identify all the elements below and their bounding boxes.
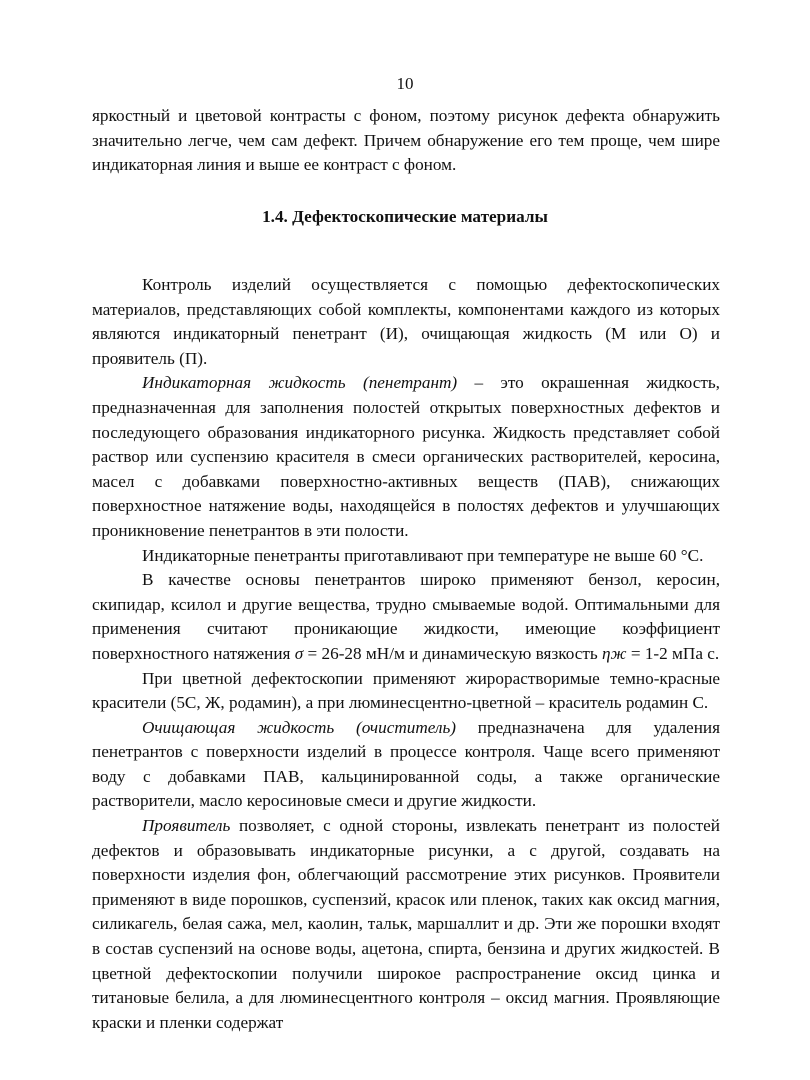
paragraph-cleaner (92, 716, 720, 814)
paragraph-temperature (92, 544, 720, 569)
sigma-symbol: σ (294, 643, 304, 663)
paragraph-base-liquids-text-b: = 26-28 мН/м и динамическую вязкость (303, 643, 603, 663)
paragraph-penetrant-text: – это окрашенная жидкость, предназначенная для заполнения полостей открытых поверхностных дефектов и последующего образования индикаторного рисунка. Жидкость представляет собой раствор или суспензию красителя в смеси органических растворителей, керосина, масел с добавками поверхностно-активных веществ (ПАВ), снижающих поверхностное натяжение воды, находящейся в полостях дефектов и улучшающих проникновение пенетрантов в эти полости. (92, 373, 720, 540)
paragraph-materials (92, 273, 720, 371)
intro-paragraph (92, 104, 720, 178)
paragraph-penetrant (92, 371, 720, 543)
paragraph-materials-text: Контроль изделий осуществляется с помощью дефектоскопических материалов, представляющих собой комплекты, компонентами каждого из которых являются индикаторный пенетрант (И), очищающая жидкость (М или О) и проявитель (П). (92, 275, 720, 368)
eta-symbol: ηж (602, 643, 627, 663)
paragraph-developer (92, 814, 720, 1035)
paragraph-developer-text: позволяет, с одной стороны, извлекать пенетрант из полостей дефектов и образовывать индикаторные рисунки, а с другой, создавать на поверхности изделия фон, облегчающий рассмотрение этих рисунков. Проявители применяют в виде порошков, суспензий, красок или пленок, таких как оксид магния, силикагель, белая сажа, мел, каолин, тальк, маршаллит и др. Эти же порошки входят в состав суспензий на основе воды, ацетона, спирта, бензина и других жидкостей. В цветной дефектоскопии получили широкое распространение оксид цинка и титановые белила, а для люминесцентного контроля – оксид магния. Проявляющие краски и пленки содержат (92, 816, 720, 1032)
page-number: 10 (396, 74, 414, 93)
section-heading: 1.4. Дефектоскопические материалы (262, 207, 548, 226)
term-cleaner: Очищающая жидкость (очиститель) (142, 717, 456, 737)
paragraph-temperature-text: Индикаторные пенетранты приготавливают при температуре не выше 60 °C. (142, 545, 704, 565)
intro-text: яркостный и цветовой контрасты с фоном, поэтому рисунок дефекта обнаружить значительно легче, чем сам дефект. Причем обнаружение его тем проще, чем шире индикаторная линия и выше ее контраст с фоном. (92, 106, 720, 175)
paragraph-dyes (92, 667, 720, 716)
term-developer: Проявитель (142, 816, 231, 836)
paragraph-base-liquids (92, 568, 720, 666)
term-penetrant: Индикаторная жидкость (пенетрант) (142, 373, 458, 393)
paragraph-dyes-text: При цветной дефектоскопии применяют жирорастворимые темно-красные красители (5С, Ж, родамин), а при люминесцентно-цветной – краситель родамин С. (92, 668, 720, 713)
paragraph-cleaner-text: предназначена для удаления пенетрантов с поверхности изделий в процессе контроля. Чаще всего применяют воду с добавками ПАВ, кальцинированной соды, а также органические растворители, масло керосиновые смеси и другие жидкости. (92, 717, 720, 811)
paragraph-base-liquids-text-a: В качестве основы пенетрантов широко применяют бензол, керосин, скипидар, ксилол и другие вещества, трудно смываемые водой. Оптимальными для применения считают проникающие жидкости, имеющие коэффициент поверхностного натяжения (92, 570, 720, 663)
paragraph-base-liquids-text-c: = 1-2 мПа с. (626, 643, 720, 663)
section-body (92, 273, 720, 1035)
